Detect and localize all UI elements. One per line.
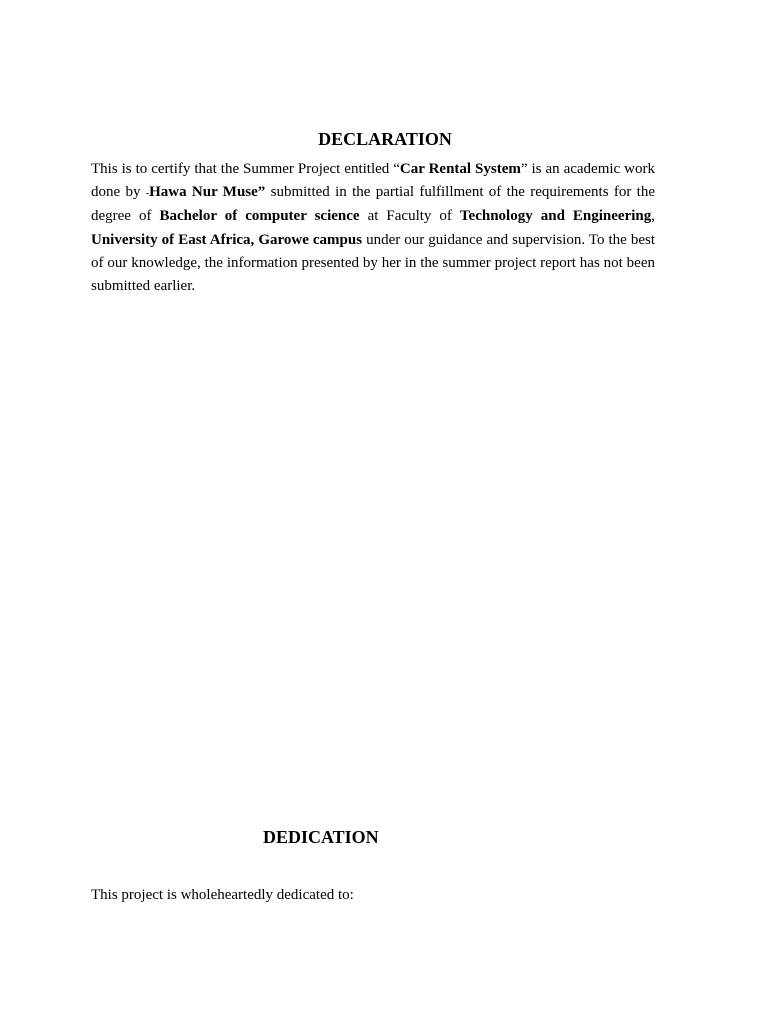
declaration-text-2: ” is an academic work done by bbox=[91, 161, 655, 201]
university-name: University of East Africa, Garowe campus bbox=[91, 231, 363, 248]
dedication-paragraph: This project is wholeheartedly dedicated to: bbox=[91, 887, 354, 903]
declaration-heading: DECLARATION bbox=[318, 129, 452, 149]
declaration-text-3: submitted in the partial fulfillment of the requirements for the degree of bbox=[91, 184, 655, 225]
dedication-heading: DEDICATION bbox=[263, 827, 379, 847]
declaration-text-4: at Faculty of bbox=[359, 208, 460, 225]
author-name: Hawa Nur Muse” bbox=[149, 184, 266, 201]
faculty-name: Technology and Engineering bbox=[459, 208, 652, 225]
declaration-text-1: This is to certify that the Summer Project entitled “ bbox=[91, 161, 400, 177]
declaration-paragraph bbox=[91, 158, 655, 298]
declaration-text-5: , bbox=[651, 208, 656, 225]
project-title: Car Rental System bbox=[399, 161, 521, 177]
author-prefix: - bbox=[145, 188, 150, 200]
degree-name: Bachelor of computer science bbox=[159, 208, 360, 225]
declaration-text-6: under our guidance and supervision. To the best of our knowledge, the information presented by her in the summer project report has not been submitted earlier. bbox=[91, 231, 655, 295]
